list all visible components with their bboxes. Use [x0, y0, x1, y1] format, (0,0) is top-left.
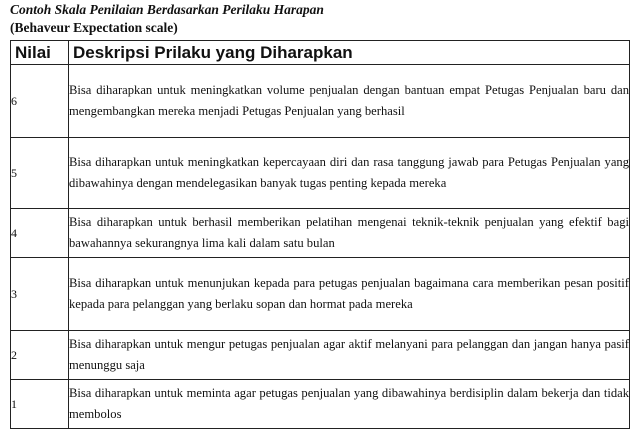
- table-row: [11, 258, 630, 331]
- row-description: Bisa diharapkan untuk meningkatkan volume penjualan dengan bantuan empat Petugas Penjualan baru dan mengembangkan mereka menjadi Petugas Penjualan yang berhasil: [69, 65, 630, 138]
- row-value: 2: [11, 331, 69, 380]
- row-value: 5: [11, 138, 69, 209]
- table-row: [11, 138, 630, 209]
- table-row: [11, 331, 630, 380]
- header-nilai: Nilai: [11, 41, 69, 65]
- header-deskripsi: Deskripsi Prilaku yang Diharapkan: [69, 41, 630, 65]
- table-row: [11, 65, 630, 138]
- document-title: Contoh Skala Penilaian Berdasarkan Perilaku Harapan: [10, 2, 324, 17]
- row-description: Bisa diharapkan untuk meminta agar petugas penjualan yang dibawahinya berdisiplin dalam bekerja dan tidak membolos: [69, 380, 630, 429]
- row-value: 1: [11, 380, 69, 429]
- row-description: Bisa diharapkan untuk berhasil memberikan pelatihan mengenai teknik-teknik penjualan yang efektif bagi bawahannya sekurangnya lima kali dalam satu bulan: [69, 209, 630, 258]
- table-row: [11, 380, 630, 429]
- table-header-row: [11, 41, 630, 65]
- row-value: 3: [11, 258, 69, 331]
- document-subtitle: (Behaveur Expectation scale): [10, 20, 178, 35]
- behavior-scale-table: [10, 40, 630, 429]
- row-description: Bisa diharapkan untuk menunjukan kepada para petugas penjualan bagaimana cara memberikan pesan positif kepada para pelanggan yang berlaku sopan dan hormat pada mereka: [69, 258, 630, 331]
- row-description: Bisa diharapkan untuk meningkatkan kepercayaan diri dan rasa tanggung jawab para Petugas Penjualan yang dibawahinya dengan mendelegasikan banyak tugas penting kepada mereka: [69, 138, 630, 209]
- row-value: 4: [11, 209, 69, 258]
- row-description: Bisa diharapkan untuk mengur petugas penjualan agar aktif melanyani para pelanggan dan jangan hanya pasif menunggu saja: [69, 331, 630, 380]
- table-row: [11, 209, 630, 258]
- row-value: 6: [11, 65, 69, 138]
